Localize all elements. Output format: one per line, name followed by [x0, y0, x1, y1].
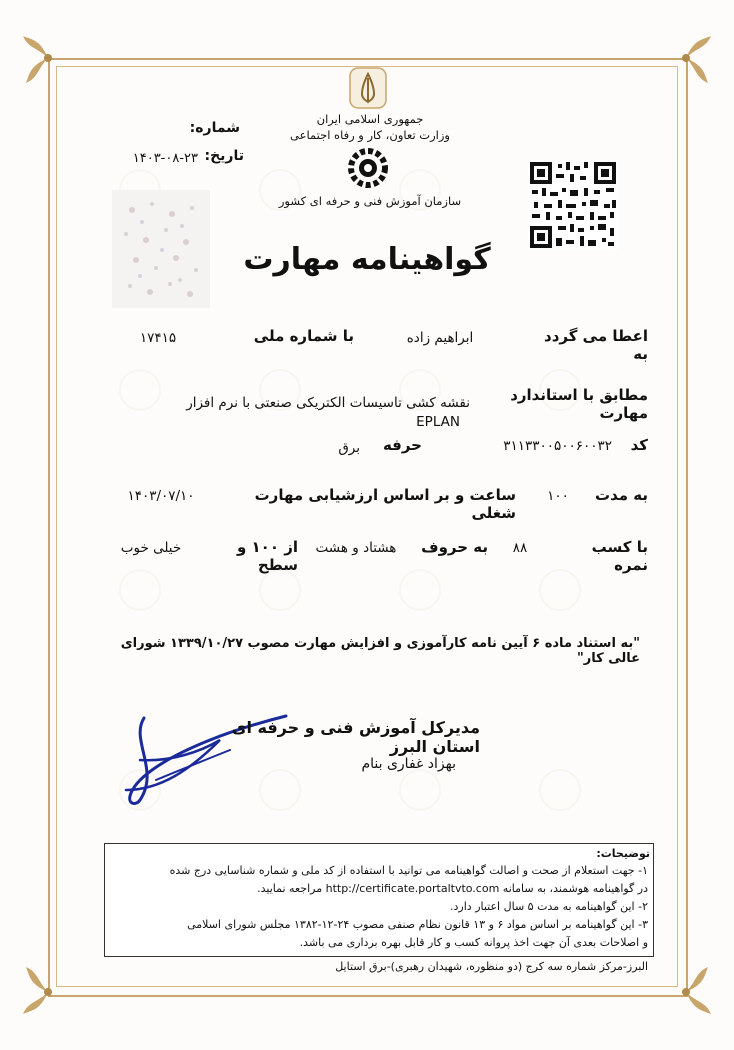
footer-text: البرز-مرکز شماره سه کرج (دو منظوره، شهیدان رهبری)-برق استایل — [335, 960, 648, 973]
corner-ornament-icon — [18, 28, 78, 88]
trade-value: برق — [338, 440, 360, 456]
notes-title: توضیحات: — [596, 847, 650, 860]
duration-label: به مدت — [595, 486, 648, 504]
note-line-1: ۱- جهت استعلام از صحت و اصالت گواهینامه می توانید با استفاده از کد ملی و شماره شناسایی درج شده — [169, 864, 648, 877]
note-line-3: ۲- این گواهینامه به مدت ۵ سال اعتبار دارد. — [450, 900, 648, 913]
tvto-logo-icon — [340, 146, 396, 192]
score-words: هشتاد و هشت — [315, 540, 397, 556]
corner-ornament-icon — [656, 962, 716, 1022]
code-label: کد — [630, 436, 648, 454]
code-value: ۳۱۱۳۳۰۰۵۰۰۶۰۰۳۲ — [503, 438, 612, 454]
header-organization: سازمان آموزش فنی و حرفه ای کشور — [278, 194, 462, 208]
national-id-label: با شماره ملی — [253, 327, 354, 345]
certificate-title: گواهینامه مهارت — [243, 242, 491, 277]
score-label: با کسب نمره — [591, 538, 648, 574]
national-id-value: ۱۷۴۱۵ — [139, 330, 177, 346]
duration-hours: ۱۰۰ — [547, 488, 569, 504]
director-title: مدیرکل آموزش فنی و حرفه ای استان البرز — [231, 718, 480, 756]
note-line-2: در گواهینامه هوشمند، به سامانه http://certificate.portaltvto.com مراجعه نمایید. — [257, 882, 648, 895]
duration-text: ساعت و بر اساس ارزشیابی مهارت شغلی — [254, 486, 516, 522]
note-line-4: ۳- این گواهینامه بر اساس مواد ۶ و ۱۳ قانون نظام صنفی مصوب ۲۴-۱۲-۱۳۸۲ مجلس شورای اسلامی — [187, 918, 648, 931]
header-ministry: وزارت تعاون، کار و رفاه اجتماعی — [290, 128, 450, 142]
header-country: جمهوری اسلامی ایران — [316, 112, 424, 126]
trade-label: حرفه — [382, 436, 422, 454]
score-out-of: از ۱۰۰ و سطح — [236, 538, 298, 574]
standard-label: مطابق با استاندارد مهارت — [510, 386, 648, 422]
decree-text: "به استناد ماده ۶ آیین نامه کارآموزی و افزایش مهارت مصوب ۱۳۳۹/۱۰/۲۷ شورای عالی کار" — [120, 636, 640, 666]
score-level: خیلی خوب — [120, 540, 182, 556]
standard-value: نقشه کشی تاسیسات الکتریکی صنعتی با نرم افزار — [186, 395, 470, 411]
recipient-label: اعطا می گردد به — [544, 327, 648, 363]
score-words-label: به حروف — [421, 538, 488, 556]
number-label: شماره: — [189, 120, 240, 136]
recipient-name: ابراهیم زاده — [406, 330, 474, 346]
date-label: تاریخ: — [204, 148, 244, 164]
score-value: ۸۸ — [512, 540, 528, 556]
corner-ornament-icon — [656, 28, 716, 88]
standard-value-line2: EPLAN — [416, 414, 460, 430]
director-name: بهزاد غفاری بنام — [361, 756, 456, 772]
corner-ornament-icon — [18, 962, 78, 1022]
date-value: ۱۴۰۳-۰۸-۲۳ — [132, 151, 198, 166]
duration-date: ۱۴۰۳/۰۷/۱۰ — [127, 488, 195, 504]
qr-code-icon[interactable] — [528, 160, 618, 250]
note-line-5: و اصلاحات بعدی آن جهت اخذ پروانه کسب و کار قابل بهره برداری می باشد. — [299, 936, 648, 949]
iran-emblem-icon — [346, 66, 390, 110]
